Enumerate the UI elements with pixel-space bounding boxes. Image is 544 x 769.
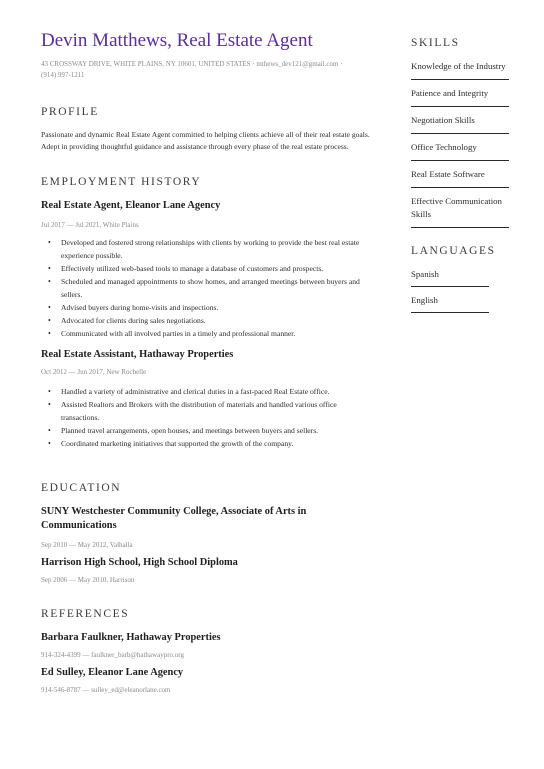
reference-entry xyxy=(41,631,371,660)
skill-item: Patience and Integrity xyxy=(411,87,509,107)
skill-item: Office Technology xyxy=(411,141,509,161)
main-column xyxy=(41,30,371,695)
reference-contact: 914-546-8787 — sulley_ed@eleanorlane.com xyxy=(41,685,171,694)
skill-item: Negotiation Skills xyxy=(411,114,509,134)
job-entry xyxy=(41,348,371,451)
job-title: Real Estate Assistant, Hathaway Properties xyxy=(41,349,234,361)
list-item: • Assisted Realtors and Brokers with the distribution of materials and handled various office transactions. xyxy=(41,399,371,425)
list-item: • Scheduled and managed appointments to show homes, and arranged meetings between buyers and sellers. xyxy=(41,276,371,302)
list-item: • Coordinated marketing initiatives that supported the growth of the company. xyxy=(41,438,371,451)
education-dates: Sep 2006 — May 2010, Harrison xyxy=(41,575,135,584)
contact-separator: · xyxy=(252,60,257,68)
skill-item: Real Estate Software xyxy=(411,168,509,188)
education-title: Harrison High School, High School Diploma xyxy=(41,556,238,568)
list-item: • Advocated for clients during sales negotiations. xyxy=(41,315,371,328)
education-heading: EDUCATION xyxy=(41,481,122,494)
list-item: • Planned travel arrangements, open houses, and meetings between buyers and sellers. xyxy=(41,425,371,438)
employment-heading: EMPLOYMENT HISTORY xyxy=(41,176,202,189)
side-column xyxy=(411,36,509,320)
language-item xyxy=(411,294,509,313)
language-name: Spanish xyxy=(411,269,439,279)
job-bullets xyxy=(41,386,371,451)
reference-name: Ed Sulley, Eleanor Lane Agency xyxy=(41,666,184,678)
profile-text: Passionate and dynamic Real Estate Agent committed to helping clients achieve all of their real estate goals. Adept in providing thoughtful guidance and assistance through every phase of the real estate process. xyxy=(41,130,370,151)
skills-heading: SKILLS xyxy=(411,37,460,49)
profile-heading: PROFILE xyxy=(41,106,99,118)
skill-item: Effective Communication Skills xyxy=(411,195,509,228)
job-dates: Jul 2017 — Jul 2021, White Plains xyxy=(41,221,139,230)
job-bullets xyxy=(41,237,371,340)
resume-name: Devin Matthews, Real Estate Agent xyxy=(41,30,313,51)
languages-heading: LANGUAGES xyxy=(411,245,496,257)
phone: (914) 997-1211 xyxy=(41,71,85,79)
language-name: English xyxy=(411,295,438,305)
list-item: • Communicated with all involved parties in a timely and professional manner. xyxy=(41,328,371,341)
contact-line xyxy=(41,59,361,81)
languages-list xyxy=(411,268,509,313)
job-dates: Oct 2012 — Jun 2017, New Rochelle xyxy=(41,368,147,377)
list-item: • Effectively utilized web-based tools to manage a database of customers and prospects. xyxy=(41,263,371,276)
skill-item: Knowledge of the Industry xyxy=(411,60,509,80)
education-entry xyxy=(41,505,371,550)
skills-list xyxy=(411,60,509,228)
address: 43 CROSSWAY DRIVE, WHITE PLAINS, NY 10601, UNITED STATES xyxy=(41,60,251,68)
education-dates: Sep 2010 — May 2012, Valhalla xyxy=(41,540,133,549)
education-title: SUNY Westchester Community College, Associate of Arts in Communications xyxy=(41,505,307,531)
education-entry xyxy=(41,556,371,585)
language-level-bar xyxy=(411,286,489,288)
job-title: Real Estate Agent, Eleanor Lane Agency xyxy=(41,200,221,212)
job-entry xyxy=(41,199,371,340)
reference-name: Barbara Faulkner, Hathaway Properties xyxy=(41,631,221,643)
references-heading: REFERENCES xyxy=(41,607,130,620)
list-item: • Developed and fostered strong relationships with clients by working to provide the best real estate experience possible. xyxy=(41,237,371,263)
list-item: • Handled a variety of administrative and clerical duties in a fast-paced Real Estate office. xyxy=(41,386,371,399)
reference-contact: 914-324-4399 — faulkner_barb@hathawaypro.org xyxy=(41,650,184,659)
contact-separator: · xyxy=(340,60,343,68)
reference-entry xyxy=(41,666,371,695)
list-item: • Advised buyers during home-visits and inspections. xyxy=(41,302,371,315)
email: mthews_dev121@gmail.com xyxy=(256,60,339,68)
language-item xyxy=(411,268,509,287)
language-level-bar xyxy=(411,312,489,314)
